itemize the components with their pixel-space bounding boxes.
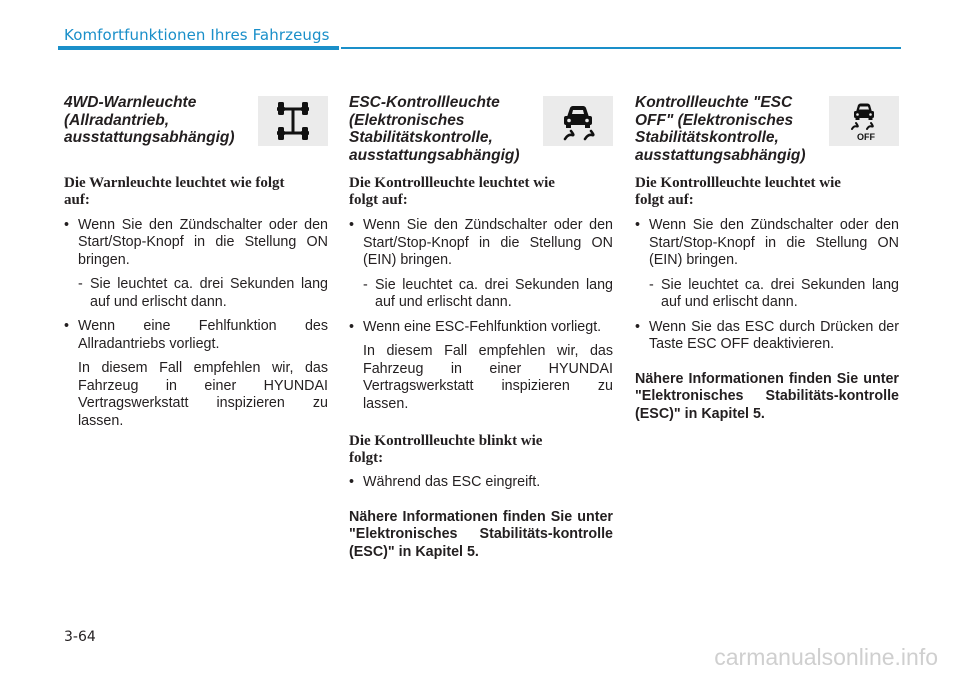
- section-heading: Kontrollleuchte "ESC OFF" (Elektronisches Stabilitätskontrolle, ausstattungsabhängig): [635, 94, 806, 164]
- watermark: carmanualsonline.info: [714, 644, 938, 670]
- list-subitem: - Sie leuchtet ca. drei Sekunden lang auf und erlischt dann.: [649, 276, 899, 310]
- section-title: Komfortfunktionen Ihres Fahrzeugs: [64, 26, 330, 44]
- subheading: Die Warnleuchte leuchtet wie folgt auf:: [64, 174, 285, 208]
- list-item: • Wenn eine ESC-Fehlfunktion vorliegt.: [349, 319, 613, 337]
- list-item: • Wenn Sie den Zündschalter oder den Start/Stop-Knopf in die Stellung ON (EIN) bringen.: [635, 217, 899, 270]
- list-subitem: - Sie leuchtet ca. drei Sekunden lang auf und erlischt dann.: [363, 276, 613, 310]
- list-item: • Wenn Sie das ESC durch Drücken der Taste ESC OFF deaktivieren.: [635, 319, 899, 354]
- list-item: • Wenn eine Fehlfunktion des Allradantriebs vorliegt.: [64, 318, 328, 353]
- reference-note: Nähere Informationen finden Sie unter "Elektronisches Stabilitäts-kontrolle (ESC)" in Kapitel 5.: [635, 370, 899, 422]
- column-esc-off: [635, 94, 899, 423]
- list-paragraph: In diesem Fall empfehlen wir, das Fahrzeug in einer HYUNDAI Vertragswerkstatt inspizieren zu lassen.: [78, 360, 328, 429]
- section-heading: 4WD-Warnleuchte (Allradantrieb, ausstattungsabhängig): [64, 94, 235, 146]
- list-subitem: - Sie leuchtet ca. drei Sekunden lang auf und erlischt dann.: [78, 276, 328, 310]
- list-item: • Während das ESC eingreift.: [349, 474, 613, 492]
- header-rule-accent: [58, 46, 339, 50]
- column-4wd: [64, 94, 328, 430]
- list-item: • Wenn Sie den Zündschalter oder den Start/Stop-Knopf in die Stellung ON (EIN) bringen.: [349, 217, 613, 270]
- 4wd-warning-icon: [258, 96, 328, 146]
- subheading: Die Kontrollleuchte leuchtet wie folgt auf:: [349, 175, 555, 208]
- column-esc: [349, 94, 613, 561]
- section-heading: ESC-Kontrollleuchte (Elektronisches Stabilitätskontrolle, ausstattungsabhängig): [349, 94, 520, 164]
- list-paragraph: In diesem Fall empfehlen wir, das Fahrzeug in einer HYUNDAI Vertragswerkstatt inspizieren zu lassen.: [363, 343, 613, 412]
- page-number: 3-64: [64, 629, 96, 645]
- subheading: Die Kontrollleuchte blinkt wie folgt:: [349, 433, 543, 466]
- list-item: • Wenn Sie den Zündschalter oder den Start/Stop-Knopf in die Stellung ON bringen.: [64, 217, 328, 270]
- esc-indicator-icon: [543, 96, 613, 146]
- subheading: Die Kontrollleuchte leuchtet wie folgt auf:: [635, 175, 841, 208]
- reference-note: Nähere Informationen finden Sie unter "Elektronisches Stabilitäts-kontrolle (ESC)" in Kapitel 5.: [349, 508, 613, 560]
- header-rule: [341, 47, 901, 49]
- icon-off-label: OFF: [857, 132, 875, 142]
- esc-off-indicator-icon: [829, 96, 899, 146]
